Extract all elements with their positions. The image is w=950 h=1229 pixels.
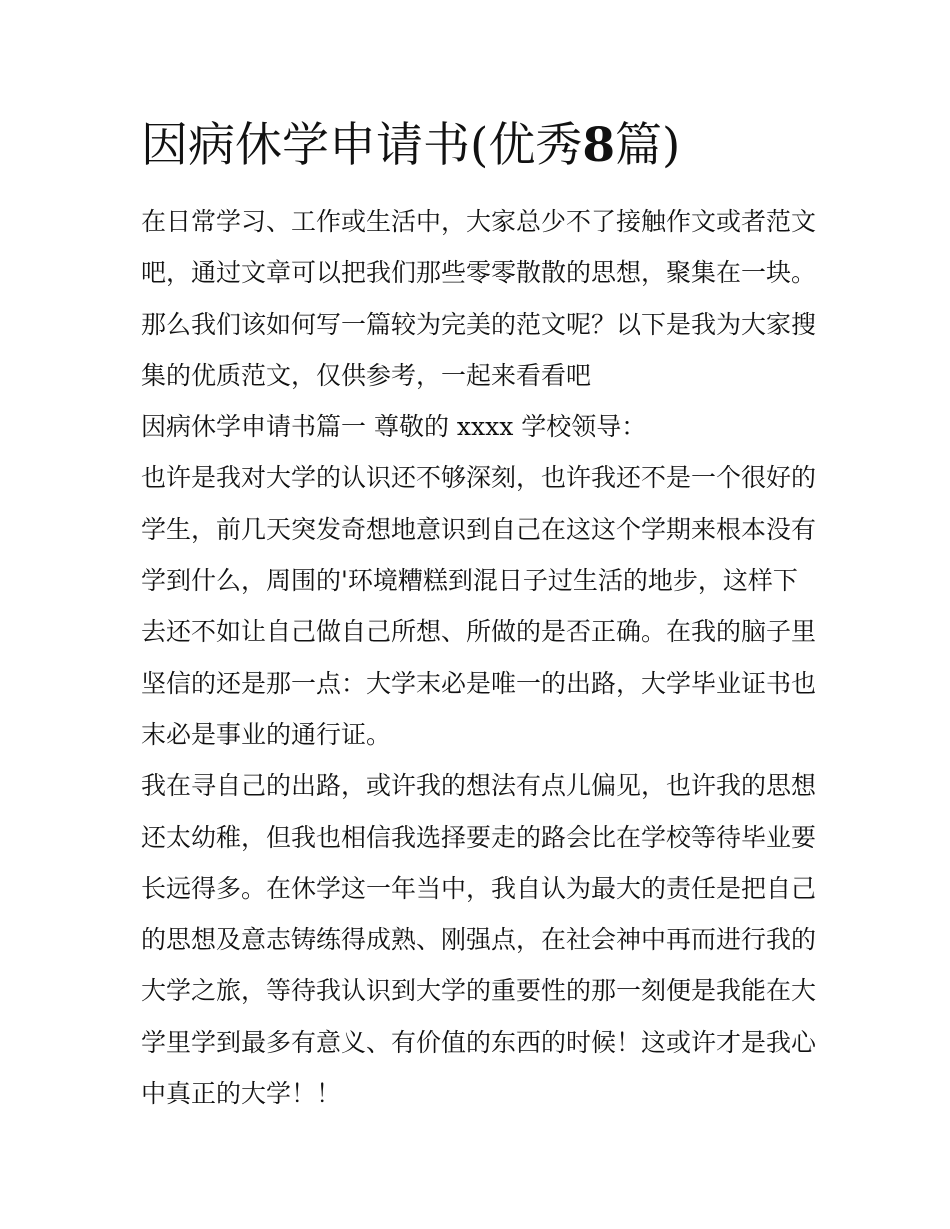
intro-line: 集的优质范文，仅供参考，一起来看看吧 (141, 360, 592, 390)
paragraph1-line: 末必是事业的通行证。 (141, 719, 392, 749)
document-title (141, 110, 680, 182)
paragraph2-line: 的思想及意志铸练得成熟、刚强点，在社会神中再而进行我的 (141, 925, 817, 955)
title-number: 8 (582, 118, 616, 173)
intro-line: 在日常学习、工作或生活中，大家总少不了接触作文或者范文 (141, 207, 817, 236)
paragraph2-line: 还太幼稚，但我也相信我选择要走的路会比在学校等待毕业要 (141, 822, 817, 852)
title-prefix: 因病休学申请书(优秀 (141, 118, 583, 173)
title-suffix: 篇) (615, 118, 681, 173)
document-body (141, 196, 817, 1119)
section-heading: 因病休学申请书篇一 尊敬的 xxxx 学校领导： (141, 412, 647, 442)
paragraph2-line: 中真正的大学！！ (141, 1079, 342, 1109)
paragraph1-line: 学生，前几天突发奇想地意识到自己在这这个学期来根本没有 (141, 514, 817, 544)
paragraph1-line: 也许是我对大学的认识还不够深刻，也许我还不是一个很好的 (141, 463, 817, 493)
paragraph2-line: 学里学到最多有意义、有价值的东西的时候！这或许才是我心 (141, 1027, 817, 1057)
intro-line: 吧，通过文章可以把我们那些零零散散的思想，聚集在一块。 (141, 258, 817, 288)
intro-line: 那么我们该如何写一篇较为完美的范文呢？以下是我为大家搜 (141, 309, 817, 339)
paragraph1-line: 坚信的还是那一点：大学末必是唯一的出路，大学毕业证书也 (141, 668, 817, 698)
paragraph2-line: 大学之旅，等待我认识到大学的重要性的那一刻便是我能在大 (141, 976, 817, 1006)
paragraph1-line: 学到什么，周围的'环境糟糕到混日子过生活的地步，这样下 (141, 566, 798, 596)
paragraph1-line: 去还不如让自己做自己所想、所做的是否正确。在我的脑子里 (141, 617, 817, 647)
paragraph2-line: 我在寻自己的出路，或许我的想法有点儿偏见，也许我的思想 (141, 771, 817, 801)
paragraph2-line: 长远得多。在休学这一年当中，我自认为最大的责任是把自己 (141, 873, 817, 903)
